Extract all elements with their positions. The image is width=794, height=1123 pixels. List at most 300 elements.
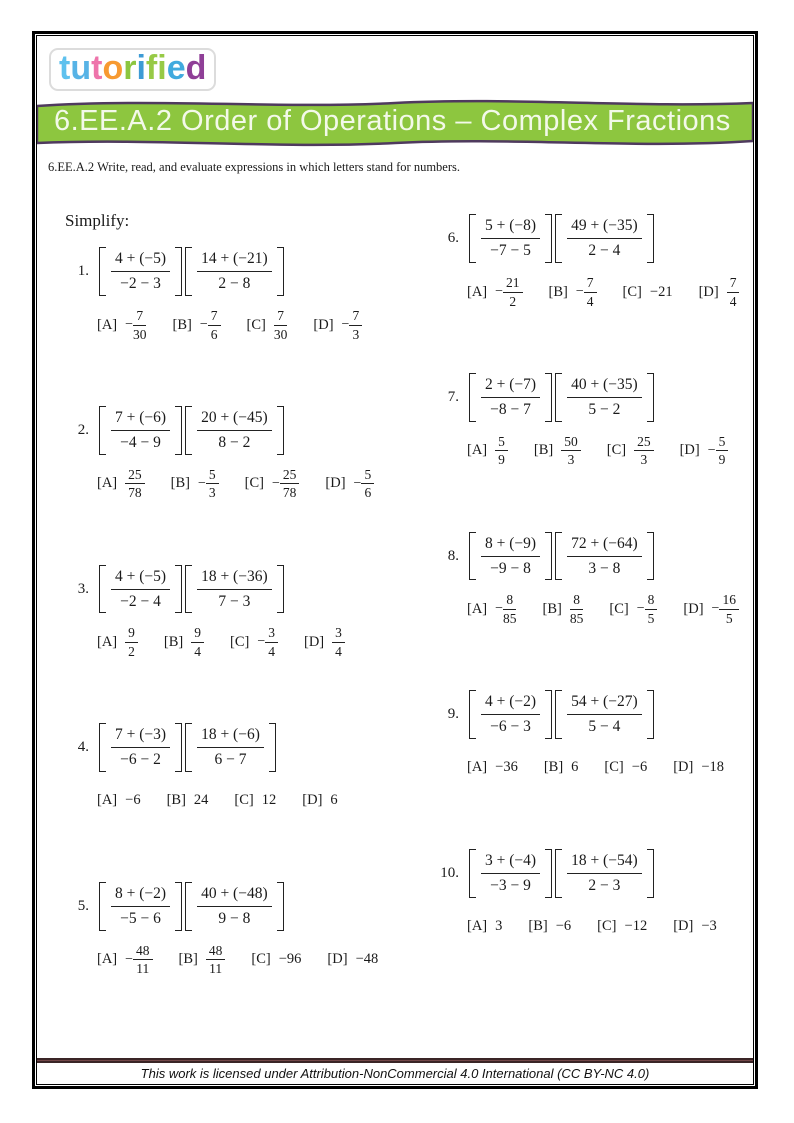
denominator-2: 5 − 2 xyxy=(588,400,621,418)
choice-numerator: 7 xyxy=(727,275,740,293)
answer-choice xyxy=(683,592,739,626)
choice-label: [A] xyxy=(97,633,118,650)
denominator-2: 2 − 4 xyxy=(588,242,621,260)
answer-choice xyxy=(549,275,597,309)
logo-row xyxy=(49,48,753,91)
choice-label: [D] xyxy=(302,792,323,809)
left-bracket xyxy=(185,406,192,455)
bracketed-fraction-1 xyxy=(469,373,552,422)
denominator-1: −5 − 6 xyxy=(120,909,161,927)
logo-letter: i xyxy=(136,49,146,87)
choice-label: [C] xyxy=(597,918,617,935)
choices-row xyxy=(97,943,435,977)
standard-description: 6.EE.A.2 Write, read, and evaluate expressions in which letters stand for numbers. xyxy=(48,160,460,175)
right-bracket xyxy=(647,373,654,422)
choices-row xyxy=(97,784,435,818)
choice-fraction xyxy=(584,275,597,309)
answer-choice xyxy=(302,792,337,809)
choice-denominator: 30 xyxy=(133,326,147,342)
answer-choice xyxy=(534,434,581,468)
numerator-1: 7 + (−3) xyxy=(111,726,170,748)
right-bracket xyxy=(269,723,276,772)
choice-denominator: 6 xyxy=(210,326,218,342)
right-bracket xyxy=(175,565,182,614)
choice-numerator: 7 xyxy=(349,308,362,326)
answer-choice xyxy=(699,275,740,309)
choice-value: 3 xyxy=(495,918,503,935)
numerator-1: 4 + (−5) xyxy=(111,568,170,590)
answer-choice xyxy=(467,434,508,468)
choice-fraction xyxy=(332,625,345,659)
choice-value: −48 xyxy=(355,951,379,968)
choices-row xyxy=(467,275,753,309)
choice-label: [B] xyxy=(178,951,198,968)
answer-choice xyxy=(234,792,276,809)
right-bracket xyxy=(277,882,284,931)
choice-numerator: 5 xyxy=(495,434,508,452)
denominator-2: 7 − 3 xyxy=(218,592,251,610)
minus-sign: − xyxy=(575,284,584,300)
choice-value: −12 xyxy=(624,918,648,935)
choice-denominator: 78 xyxy=(282,485,297,501)
right-bracket xyxy=(277,247,284,296)
fraction-2 xyxy=(192,247,277,296)
choice-numerator: 5 xyxy=(716,434,729,452)
minus-sign: − xyxy=(125,951,134,967)
answer-choice xyxy=(327,951,378,968)
choice-denominator: 78 xyxy=(128,485,142,501)
choice-numerator: 8 xyxy=(503,592,516,610)
choices-row xyxy=(467,592,753,626)
choice-label: [D] xyxy=(303,633,325,650)
choice-value: 6 xyxy=(330,792,338,809)
bracketed-fraction-1 xyxy=(99,247,182,296)
answer-choice xyxy=(680,434,729,468)
numerator-2: 40 + (−35) xyxy=(567,376,642,398)
fraction-2 xyxy=(562,849,647,898)
left-bracket xyxy=(185,565,192,614)
right-bracket xyxy=(545,214,552,263)
choice-label: [B] xyxy=(166,792,186,809)
logo-letter: d xyxy=(185,49,207,87)
bracketed-fraction-2 xyxy=(555,214,654,263)
choice-denominator: 6 xyxy=(364,485,372,501)
problem-number: 1. xyxy=(77,263,89,280)
numerator-1: 7 + (−6) xyxy=(111,409,170,431)
problem-number: 5. xyxy=(77,897,89,914)
problem-number: 2. xyxy=(77,421,89,438)
left-bracket xyxy=(469,532,476,581)
choice-fraction xyxy=(133,308,147,342)
choice-fraction xyxy=(274,308,288,342)
choice-numerator: 25 xyxy=(280,467,300,485)
right-bracket xyxy=(545,849,552,898)
footer-bar xyxy=(37,1058,753,1063)
denominator-1: −4 − 9 xyxy=(120,433,161,451)
minus-sign: − xyxy=(711,601,720,617)
bracketed-fraction-1 xyxy=(469,849,552,898)
expression-row xyxy=(65,565,435,614)
numerator-2: 49 + (−35) xyxy=(567,217,642,239)
choice-denominator: 85 xyxy=(569,610,584,626)
numerator-1: 3 + (−4) xyxy=(481,852,540,874)
expression-row xyxy=(65,723,435,772)
choice-denominator: 4 xyxy=(194,643,201,659)
answer-choice xyxy=(607,434,654,468)
left-bracket xyxy=(469,373,476,422)
left-bracket xyxy=(555,373,562,422)
answer-choice xyxy=(173,308,221,342)
expression-row xyxy=(435,690,753,739)
fraction-1 xyxy=(476,690,545,739)
choice-numerator: 25 xyxy=(634,434,654,452)
problem xyxy=(65,723,435,818)
right-bracket xyxy=(545,532,552,581)
bracketed-fraction-2 xyxy=(185,247,284,296)
fraction-1 xyxy=(106,247,175,296)
left-bracket xyxy=(99,565,106,614)
right-bracket xyxy=(175,247,182,296)
bracketed-fraction-2 xyxy=(185,723,276,772)
answer-choice xyxy=(673,759,724,776)
choice-numerator: 5 xyxy=(361,467,374,485)
expression-row xyxy=(435,373,753,422)
answer-choice xyxy=(673,918,717,935)
choice-label: [C] xyxy=(622,283,642,300)
problem xyxy=(435,532,753,627)
fraction-2 xyxy=(192,565,277,614)
right-bracket xyxy=(277,406,284,455)
choice-denominator: 3 xyxy=(352,326,360,342)
logo-letter: f xyxy=(145,49,158,87)
fraction-2 xyxy=(562,532,647,581)
choice-label: [B] xyxy=(170,475,190,492)
choice-label: [C] xyxy=(251,951,271,968)
left-bracket xyxy=(555,532,562,581)
choice-fraction xyxy=(125,467,145,501)
denominator-1: −3 − 9 xyxy=(490,876,531,894)
choice-denominator: 2 xyxy=(128,643,135,659)
choice-label: [A] xyxy=(467,600,488,617)
choices-row xyxy=(467,751,753,785)
choice-value: −6 xyxy=(555,918,572,935)
numerator-2: 18 + (−54) xyxy=(567,852,642,874)
bracketed-fraction-2 xyxy=(555,373,654,422)
expression-row xyxy=(435,532,753,581)
choice-numerator: 3 xyxy=(332,625,345,643)
problem xyxy=(65,882,435,977)
denominator-2: 2 − 3 xyxy=(588,876,621,894)
denominator-1: −8 − 7 xyxy=(490,400,531,418)
choice-fraction xyxy=(349,308,362,342)
page-frame-inner xyxy=(36,35,754,1085)
choice-numerator: 48 xyxy=(206,943,226,961)
denominator-1: −6 − 3 xyxy=(490,718,531,736)
choice-fraction xyxy=(125,625,138,659)
choice-label: [D] xyxy=(698,283,719,300)
answer-choice xyxy=(467,592,517,626)
fraction-2 xyxy=(562,373,647,422)
answer-choice xyxy=(543,592,584,626)
problem xyxy=(65,406,435,501)
problem-number: 10. xyxy=(440,864,459,881)
right-bracket xyxy=(647,849,654,898)
choice-numerator: 5 xyxy=(206,467,219,485)
answer-choice xyxy=(247,308,288,342)
choice-label: [A] xyxy=(467,918,488,935)
problem xyxy=(65,565,435,660)
bracketed-fraction-1 xyxy=(469,690,552,739)
numerator-2: 14 + (−21) xyxy=(197,250,272,272)
choices-row xyxy=(467,910,753,944)
choice-value: 24 xyxy=(193,792,209,809)
choice-denominator: 5 xyxy=(647,610,655,626)
choice-label: [A] xyxy=(467,283,488,300)
choice-denominator: 2 xyxy=(509,293,517,309)
choice-fraction xyxy=(280,467,300,501)
choice-label: [C] xyxy=(246,316,266,333)
choice-denominator: 3 xyxy=(208,485,216,501)
bracketed-fraction-1 xyxy=(99,882,182,931)
choice-label: [C] xyxy=(606,442,627,459)
answer-choice xyxy=(167,792,209,809)
left-bracket xyxy=(469,849,476,898)
choice-fraction xyxy=(206,467,219,501)
left-column xyxy=(37,181,435,1040)
choice-label: [C] xyxy=(234,792,254,809)
fraction-1 xyxy=(106,406,175,455)
answer-choice xyxy=(544,759,579,776)
simplify-label: Simplify: xyxy=(65,211,130,231)
choice-numerator: 16 xyxy=(719,592,739,610)
choice-denominator: 4 xyxy=(335,643,342,659)
choice-fraction xyxy=(561,434,581,468)
answer-choice xyxy=(528,918,571,935)
numerator-1: 2 + (−7) xyxy=(481,376,540,398)
choice-label: [A] xyxy=(97,316,118,333)
bracketed-fraction-2 xyxy=(185,565,284,614)
footer xyxy=(37,1058,753,1081)
right-bracket xyxy=(175,723,182,772)
minus-sign: − xyxy=(257,634,266,650)
right-bracket xyxy=(175,882,182,931)
choice-fraction xyxy=(208,308,221,342)
left-bracket xyxy=(469,214,476,263)
minus-sign: − xyxy=(199,317,208,333)
left-bracket xyxy=(555,849,562,898)
bracketed-fraction-2 xyxy=(555,690,654,739)
left-bracket xyxy=(185,247,192,296)
choice-numerator: 3 xyxy=(265,625,278,643)
numerator-1: 4 + (−5) xyxy=(111,250,170,272)
fraction-1 xyxy=(476,214,545,263)
numerator-1: 5 + (−8) xyxy=(481,217,540,239)
fraction-2 xyxy=(562,214,647,263)
numerator-1: 4 + (−2) xyxy=(481,693,540,715)
problem xyxy=(435,690,753,785)
problem xyxy=(435,373,753,468)
expression-row xyxy=(435,214,753,263)
problems-area xyxy=(37,181,753,1040)
answer-choice xyxy=(313,308,362,342)
minus-sign: − xyxy=(636,601,645,617)
problem-number: 4. xyxy=(77,739,89,756)
license-text: This work is licensed under Attribution-NonCommercial 4.0 International (CC BY-NC 4.0) xyxy=(140,1066,650,1081)
choice-numerator: 7 xyxy=(274,308,287,326)
choice-numerator: 50 xyxy=(561,434,581,452)
numerator-2: 18 + (−6) xyxy=(197,726,264,748)
problem xyxy=(435,214,753,309)
choice-denominator: 3 xyxy=(640,452,648,468)
answer-choice xyxy=(97,943,153,977)
logo-letter: i xyxy=(157,49,167,87)
choice-label: [D] xyxy=(673,759,694,776)
bracketed-fraction-2 xyxy=(185,406,284,455)
logo-letter: o xyxy=(102,49,124,87)
choice-fraction xyxy=(719,592,739,626)
choice-numerator: 9 xyxy=(125,625,138,643)
choice-value: 6 xyxy=(571,759,579,776)
fraction-1 xyxy=(476,373,545,422)
expression-row xyxy=(65,247,435,296)
choice-fraction xyxy=(495,434,508,468)
choice-label: [B] xyxy=(548,283,568,300)
left-bracket xyxy=(99,406,106,455)
answer-choice xyxy=(179,943,226,977)
choice-value: −18 xyxy=(701,759,725,776)
denominator-1: −2 − 3 xyxy=(120,275,161,293)
denominator-2: 2 − 8 xyxy=(218,275,251,293)
choice-value: −6 xyxy=(631,759,648,776)
minus-sign: − xyxy=(341,317,350,333)
choice-label: [D] xyxy=(325,475,346,492)
left-bracket xyxy=(99,247,106,296)
answer-choice xyxy=(164,625,204,659)
left-bracket xyxy=(185,723,192,772)
logo-box xyxy=(49,48,216,91)
answer-choice xyxy=(467,918,502,935)
bracketed-fraction-1 xyxy=(99,565,182,614)
answer-choice xyxy=(97,792,141,809)
numerator-2: 54 + (−27) xyxy=(567,693,642,715)
minus-sign: − xyxy=(495,284,504,300)
numerator-1: 8 + (−2) xyxy=(111,885,170,907)
choice-denominator: 11 xyxy=(136,961,150,977)
left-bracket xyxy=(99,723,106,772)
numerator-2: 20 + (−45) xyxy=(197,409,272,431)
right-bracket xyxy=(647,690,654,739)
fraction-2 xyxy=(192,882,277,931)
left-bracket xyxy=(469,690,476,739)
choice-label: [B] xyxy=(542,600,562,617)
bracketed-fraction-1 xyxy=(469,532,552,581)
answer-choice xyxy=(467,759,518,776)
choice-label: [B] xyxy=(528,918,548,935)
choice-denominator: 9 xyxy=(498,452,505,468)
choice-label: [B] xyxy=(172,316,192,333)
choice-numerator: 25 xyxy=(125,467,145,485)
choice-label: [D] xyxy=(683,600,704,617)
choice-fraction xyxy=(634,434,654,468)
answer-choice xyxy=(97,625,138,659)
fraction-2 xyxy=(192,723,269,772)
answer-choice xyxy=(230,625,278,659)
choice-numerator: 8 xyxy=(570,592,583,610)
answer-choice xyxy=(467,275,523,309)
page-title: 6.EE.A.2 Order of Operations – Complex Fractions xyxy=(54,105,731,138)
answer-choice xyxy=(623,284,673,301)
choice-denominator: 11 xyxy=(209,961,223,977)
choice-label: [C] xyxy=(244,475,264,492)
left-bracket xyxy=(555,214,562,263)
choice-label: [A] xyxy=(97,792,118,809)
choice-value: −3 xyxy=(701,918,717,935)
fraction-2 xyxy=(192,406,277,455)
choices-row xyxy=(97,467,435,501)
numerator-2: 72 + (−64) xyxy=(567,535,642,557)
choice-fraction xyxy=(265,625,278,659)
choice-fraction xyxy=(727,275,740,309)
denominator-1: −9 − 8 xyxy=(490,559,531,577)
choice-label: [A] xyxy=(467,442,488,459)
minus-sign: − xyxy=(125,317,134,333)
choices-row xyxy=(97,625,435,659)
choice-label: [D] xyxy=(673,918,694,935)
choice-numerator: 7 xyxy=(584,275,597,293)
bracketed-fraction-1 xyxy=(99,723,182,772)
answer-choice xyxy=(97,467,145,501)
minus-sign: − xyxy=(197,475,206,491)
left-bracket xyxy=(555,690,562,739)
problem-number: 7. xyxy=(447,388,459,405)
denominator-1: −7 − 5 xyxy=(490,242,531,260)
denominator-1: −2 − 4 xyxy=(120,592,161,610)
choice-numerator: 7 xyxy=(208,308,221,326)
right-bracket xyxy=(545,373,552,422)
denominator-2: 8 − 2 xyxy=(218,433,251,451)
choice-fraction xyxy=(503,592,517,626)
problem xyxy=(65,247,435,342)
bracketed-fraction-1 xyxy=(469,214,552,263)
left-bracket xyxy=(99,882,106,931)
choice-denominator: 30 xyxy=(273,326,288,342)
fraction-1 xyxy=(106,723,175,772)
minus-sign: − xyxy=(353,475,362,491)
expression-row xyxy=(65,882,435,931)
choice-label: [B] xyxy=(543,759,564,776)
choice-denominator: 4 xyxy=(729,293,737,309)
choice-numerator: 21 xyxy=(503,275,523,293)
choice-label: [A] xyxy=(97,475,118,492)
choice-fraction xyxy=(503,275,523,309)
choice-label: [A] xyxy=(467,759,488,776)
right-column xyxy=(435,181,753,1040)
choice-denominator: 4 xyxy=(268,643,275,659)
numerator-2: 18 + (−36) xyxy=(197,568,272,590)
denominator-1: −6 − 2 xyxy=(120,751,161,769)
logo-letter: r xyxy=(123,49,137,87)
left-bracket xyxy=(185,882,192,931)
logo-letter: u xyxy=(70,49,92,87)
choice-numerator: 9 xyxy=(191,625,204,643)
problem-number: 9. xyxy=(447,706,459,723)
denominator-2: 5 − 4 xyxy=(588,718,621,736)
choice-denominator: 85 xyxy=(503,610,517,626)
choice-value: −96 xyxy=(278,951,302,968)
choice-denominator: 3 xyxy=(567,452,575,468)
choice-label: [C] xyxy=(229,633,250,650)
choice-value: −21 xyxy=(649,283,673,300)
